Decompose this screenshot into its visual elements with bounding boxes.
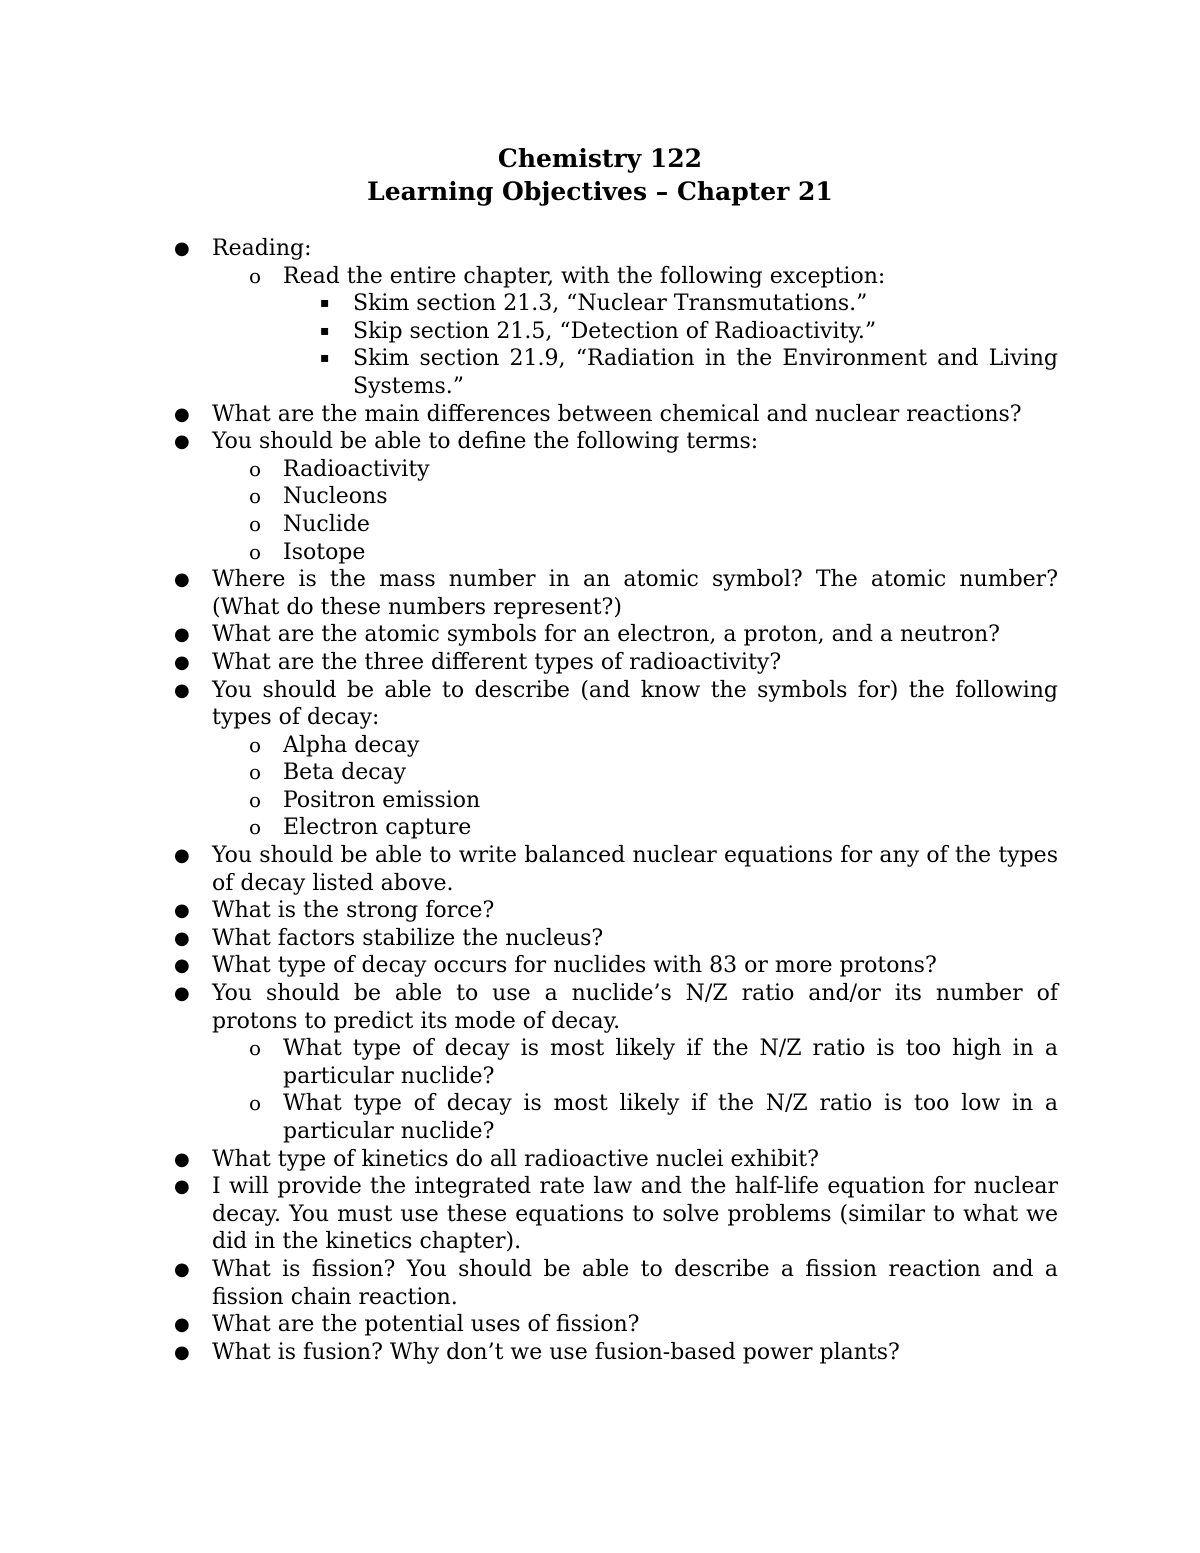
objective-item-level-1 bbox=[174, 677, 1058, 732]
objective-item-level-2 bbox=[249, 1035, 1058, 1090]
title-block bbox=[0, 142, 1200, 208]
objective-item-level-3 bbox=[320, 345, 1058, 400]
objective-item-level-2 bbox=[249, 759, 1058, 787]
objective-text: What factors stabilize the nucleus? bbox=[212, 925, 604, 951]
bullet-dot-icon: ● bbox=[174, 1314, 190, 1336]
bullet-circle-icon: o bbox=[249, 539, 262, 564]
objective-item-level-2 bbox=[249, 511, 1058, 539]
objective-text: Reading: bbox=[212, 236, 312, 261]
objective-text: Beta decay bbox=[283, 760, 407, 786]
objective-text: What are the atomic symbols for an electron, a proton, and a neutron? bbox=[212, 622, 1000, 648]
objective-item-level-2 bbox=[249, 1090, 1058, 1145]
bullet-circle-icon: o bbox=[249, 787, 262, 812]
objective-text: What type of kinetics do all radioactive nuclei exhibit? bbox=[212, 1146, 819, 1172]
objective-text: What are the potential uses of fission? bbox=[212, 1312, 640, 1338]
objective-item-level-1 bbox=[174, 428, 1058, 456]
objective-item-level-2 bbox=[249, 456, 1058, 484]
objective-text: Read the entire chapter, with the following exception: bbox=[283, 263, 886, 289]
objective-item-level-2 bbox=[249, 539, 1058, 567]
bullet-dot-icon: ● bbox=[174, 403, 190, 425]
objective-item-level-1 bbox=[174, 1146, 1058, 1174]
objective-item-level-1 bbox=[174, 897, 1058, 925]
bullet-circle-icon: o bbox=[249, 484, 262, 509]
bullet-dot-icon: ● bbox=[174, 983, 190, 1005]
bullet-circle-icon: o bbox=[249, 760, 262, 785]
objective-item-level-1 bbox=[174, 1339, 1058, 1367]
objective-item-level-2 bbox=[249, 814, 1058, 842]
objective-item-level-1 bbox=[174, 1173, 1058, 1256]
bullet-square-icon: ▪ bbox=[320, 295, 330, 312]
objective-item-level-1 bbox=[174, 621, 1058, 649]
bullet-dot-icon: ● bbox=[174, 1258, 190, 1280]
bullet-circle-icon: o bbox=[249, 815, 262, 840]
bullet-dot-icon: ● bbox=[174, 238, 190, 259]
bullet-circle-icon: o bbox=[249, 1091, 262, 1116]
document-title: Chemistry 122 bbox=[497, 144, 703, 173]
objective-item-level-1 bbox=[174, 401, 1058, 429]
objective-text: What are the main differences between chemical and nuclear reactions? bbox=[212, 401, 1022, 427]
objective-text: Positron emission bbox=[283, 787, 481, 813]
objective-text: What is fission? You should be able to describe a fission reaction and a fission chain reaction. bbox=[212, 1256, 1058, 1310]
objective-item-level-2 bbox=[249, 263, 1058, 291]
objective-text: Nuclide bbox=[283, 511, 370, 537]
objective-item-level-2 bbox=[249, 732, 1058, 760]
bullet-dot-icon: ● bbox=[174, 569, 190, 591]
objective-item-level-1 bbox=[174, 842, 1058, 897]
objective-text: What type of decay is most likely if the N/Z ratio is too high in a particular nuclide? bbox=[283, 1036, 1058, 1089]
bullet-dot-icon: ● bbox=[174, 431, 190, 453]
objectives-list bbox=[0, 235, 1200, 1366]
bullet-dot-icon: ● bbox=[174, 624, 190, 646]
objective-text: What type of decay occurs for nuclides with 83 or more protons? bbox=[212, 953, 937, 979]
objective-item-level-1 bbox=[174, 1311, 1058, 1339]
bullet-circle-icon: o bbox=[249, 263, 262, 288]
bullet-circle-icon: o bbox=[249, 1036, 262, 1061]
objective-item-level-1 bbox=[174, 1256, 1058, 1311]
objective-text: Skim section 21.3, “Nuclear Transmutations.” bbox=[353, 291, 868, 317]
objective-item-level-2 bbox=[249, 787, 1058, 815]
bullet-circle-icon: o bbox=[249, 732, 262, 757]
objective-text: What is fusion? Why don’t we use fusion-based power plants? bbox=[212, 1339, 900, 1365]
objective-text: You should be able to write balanced nuclear equations for any of the types of decay listed above. bbox=[212, 843, 1058, 896]
objective-text: Alpha decay bbox=[283, 732, 420, 758]
objective-text: Skip section 21.5, “Detection of Radioactivity.” bbox=[353, 318, 877, 344]
objective-text: You should be able to describe (and know the symbols for) the following types of decay: bbox=[212, 677, 1058, 731]
bullet-dot-icon: ● bbox=[174, 679, 190, 701]
objective-text: What are the three different types of radioactivity? bbox=[212, 649, 782, 675]
bullet-dot-icon: ● bbox=[174, 1176, 190, 1198]
document-subtitle: Learning Objectives – Chapter 21 bbox=[367, 177, 833, 206]
objective-text: What is the strong force? bbox=[212, 898, 495, 924]
objective-item-level-1 bbox=[174, 566, 1058, 621]
objective-item-level-3 bbox=[320, 318, 1058, 346]
objective-item-level-2 bbox=[249, 483, 1058, 511]
bullet-dot-icon: ● bbox=[174, 845, 190, 867]
objective-text: Electron capture bbox=[283, 815, 472, 841]
objective-item-level-1 bbox=[174, 952, 1058, 980]
objective-text: Skim section 21.9, “Radiation in the Environment and Living Systems.” bbox=[353, 346, 1058, 399]
objective-text: You should be able to define the following terms: bbox=[212, 429, 759, 455]
bullet-circle-icon: o bbox=[249, 456, 262, 481]
objective-text: I will provide the integrated rate law and the half-life equation for nuclear decay. You must use these equations to solve problems (similar to what we did in the kinetics chapter). bbox=[212, 1174, 1058, 1255]
bullet-dot-icon: ● bbox=[174, 927, 190, 949]
objective-item-level-3 bbox=[320, 290, 1058, 318]
bullet-dot-icon: ● bbox=[174, 900, 190, 922]
bullet-dot-icon: ● bbox=[174, 955, 190, 977]
objective-text: Where is the mass number in an atomic symbol? The atomic number? (What do these numbers represent?) bbox=[212, 567, 1058, 620]
objective-text: You should be able to use a nuclide’s N/Z ratio and/or its number of protons to predict its mode of decay. bbox=[212, 981, 1058, 1034]
bullet-circle-icon: o bbox=[249, 511, 262, 536]
bullet-dot-icon: ● bbox=[174, 1341, 190, 1363]
objective-item-level-1 bbox=[174, 649, 1058, 677]
bullet-dot-icon: ● bbox=[174, 1148, 190, 1170]
objective-text: What type of decay is most likely if the N/Z ratio is too low in a particular nuclide? bbox=[283, 1091, 1058, 1144]
objective-text: Nucleons bbox=[283, 484, 388, 510]
bullet-square-icon: ▪ bbox=[320, 322, 330, 339]
objective-text: Radioactivity bbox=[283, 456, 430, 482]
objective-item-level-1 bbox=[174, 235, 1058, 263]
bullet-square-icon: ▪ bbox=[320, 350, 330, 367]
objective-text: Isotope bbox=[283, 539, 366, 565]
objective-item-level-1 bbox=[174, 925, 1058, 953]
objective-item-level-1 bbox=[174, 980, 1058, 1035]
bullet-dot-icon: ● bbox=[174, 651, 190, 673]
